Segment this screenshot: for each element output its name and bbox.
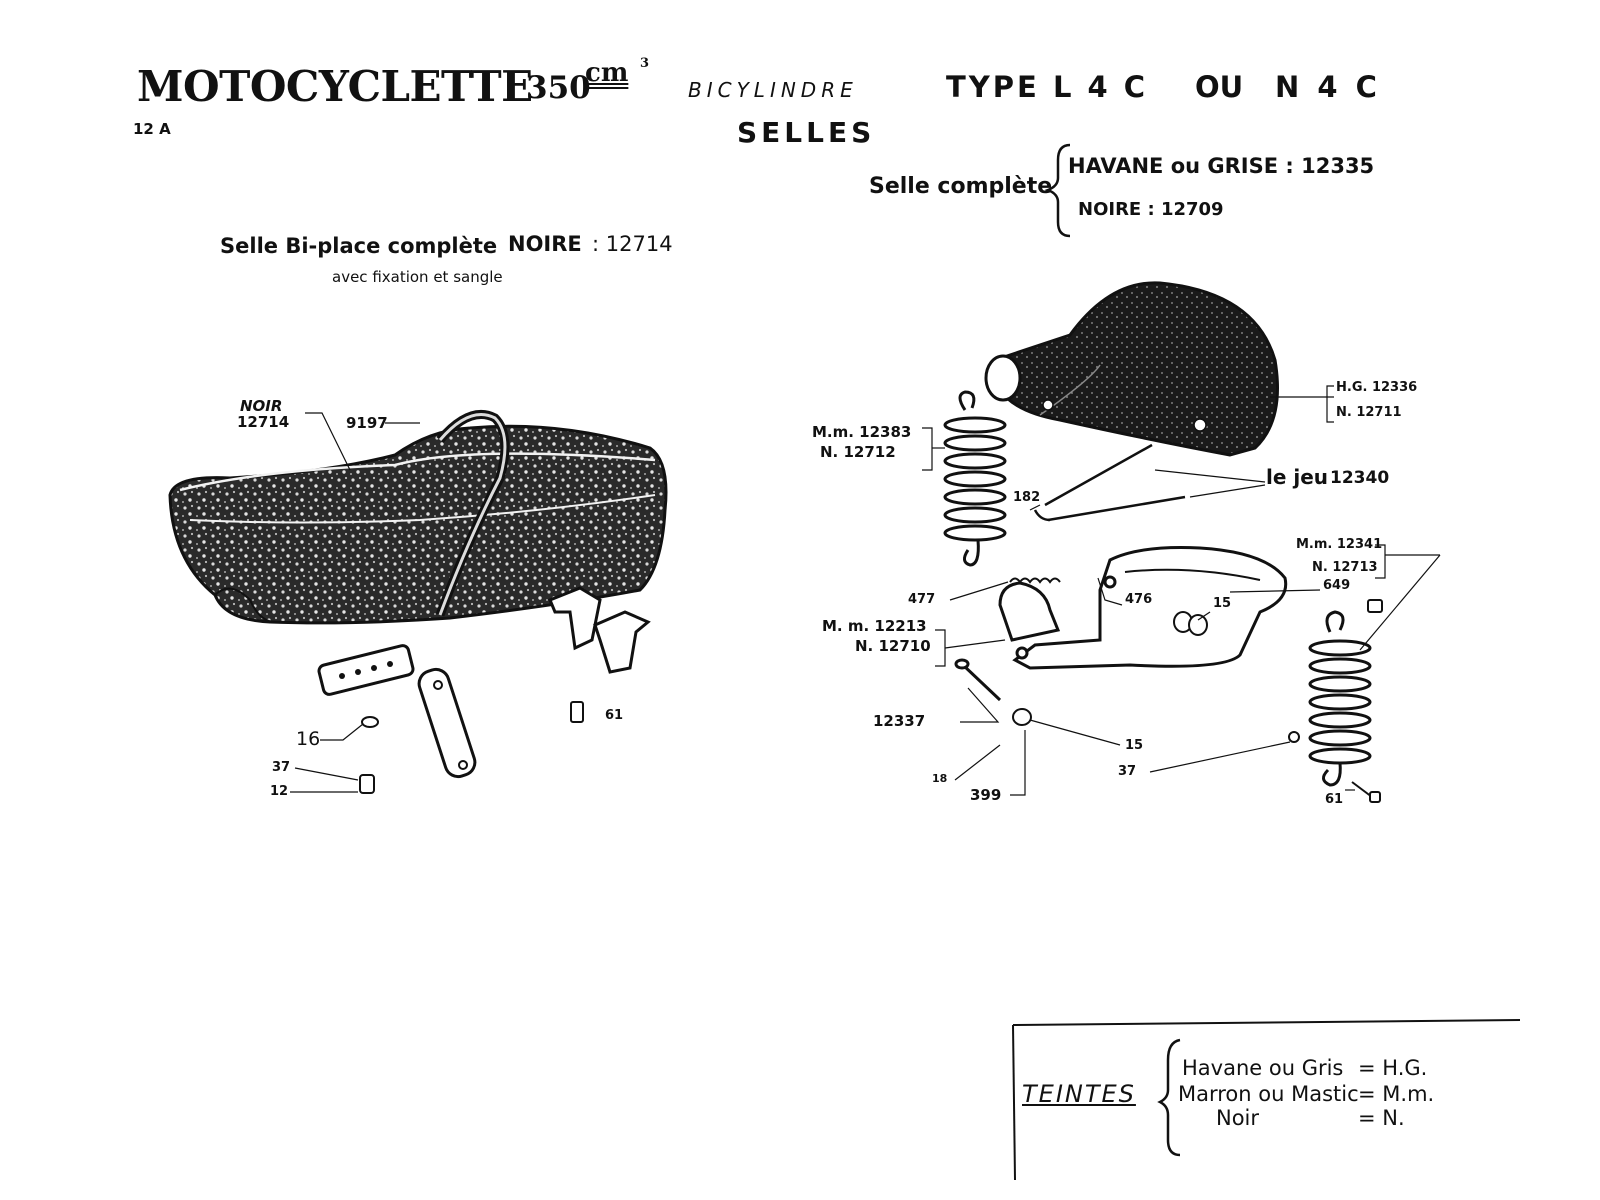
complete-seat-label: Selle complète — [869, 174, 1053, 199]
callout-12340: 12340 — [1330, 468, 1390, 488]
legend-row-name: Havane ou Gris — [1182, 1056, 1344, 1080]
seat-brackets-drawing — [550, 588, 648, 672]
callout-le-jeu: le jeu — [1266, 465, 1329, 489]
callout-spring-n: N. 12712 — [820, 443, 896, 461]
callout-spring-mm: M.m. 12383 — [812, 423, 912, 441]
spring-left-drawing — [945, 392, 1005, 565]
displacement-unit-exponent: 3 — [640, 56, 650, 71]
callout-61-right: 61 — [1325, 792, 1344, 807]
biplace-subtitle: avec fixation et sangle — [332, 268, 503, 286]
callout-649: 649 — [1323, 578, 1351, 593]
callout-spring2-mm: M.m. 12341 — [1296, 537, 1383, 552]
callout-15-bottom: 15 — [1125, 738, 1144, 753]
subtitle-bicylindre: BICYLINDRE — [688, 78, 858, 102]
callout-seat-hg: H.G. 12336 — [1336, 380, 1418, 395]
option-havane-grise: HAVANE ou GRISE : 12335 — [1068, 154, 1375, 178]
flat-bar-drawing — [416, 666, 479, 780]
callout-noir-ref: 12714 — [237, 413, 290, 431]
callout-spring2-n: N. 12713 — [1312, 560, 1378, 575]
callout-37-right: 37 — [1118, 764, 1137, 779]
callout-seat-n: N. 12711 — [1336, 405, 1402, 420]
callout-16: 16 — [296, 728, 321, 750]
callout-frame-mm: M. m. 12213 — [822, 617, 927, 635]
single-seat-drawing — [986, 283, 1278, 455]
legend-row-name: Marron ou Mastic — [1178, 1082, 1359, 1106]
legend-row-code: = H.G. — [1358, 1056, 1428, 1080]
callout-477: 477 — [908, 592, 936, 607]
type-label: TYPE L 4 C — [946, 70, 1149, 104]
callout-399: 399 — [970, 786, 1002, 804]
section-title: SELLES — [737, 116, 876, 149]
callout-476: 476 — [1125, 592, 1153, 607]
option-noire: NOIRE : 12709 — [1078, 199, 1224, 220]
displacement: 350 — [526, 70, 591, 106]
dual-seat-drawing — [170, 414, 666, 622]
page-code: 12 A — [133, 120, 171, 138]
legend-row-name: Noir — [1216, 1106, 1260, 1130]
small-spring-drawing — [1010, 579, 1060, 583]
callout-18: 18 — [932, 772, 948, 785]
callout-noir-label: NOIR — [240, 397, 283, 415]
callout-12-left: 12 — [270, 784, 289, 799]
legend-row-code: = N. — [1358, 1106, 1405, 1130]
callout-182: 182 — [1013, 490, 1041, 505]
or-word: OU — [1195, 70, 1244, 104]
callout-9197: 9197 — [346, 414, 388, 432]
legend-row-code: = M.m. — [1358, 1082, 1435, 1106]
biplace-title-ref: : 12714 — [592, 232, 673, 256]
type-alt: N 4 C — [1275, 70, 1381, 104]
legend-title: TEINTES — [1022, 1080, 1136, 1108]
tension-rods-drawing — [1035, 445, 1185, 520]
bolts-right-drawing — [1352, 600, 1382, 802]
callout-15-top: 15 — [1213, 596, 1232, 611]
biplace-title-color: NOIRE — [508, 232, 582, 256]
spring-right-drawing — [1310, 612, 1370, 785]
callout-37-left: 37 — [272, 760, 291, 775]
plate-left-drawing — [318, 644, 415, 695]
callout-12337: 12337 — [873, 712, 926, 730]
displacement-unit: cm — [585, 58, 629, 88]
callout-frame-n: N. 12710 — [855, 637, 931, 655]
callout-61-left: 61 — [605, 708, 624, 723]
saddle-frame-drawing — [1000, 548, 1286, 669]
pin-drawing — [956, 660, 1000, 700]
biplace-title-prefix: Selle Bi-place complète — [220, 234, 498, 258]
main-title: MOTOCYCLETTE — [137, 62, 533, 111]
options-brace — [1048, 145, 1070, 236]
